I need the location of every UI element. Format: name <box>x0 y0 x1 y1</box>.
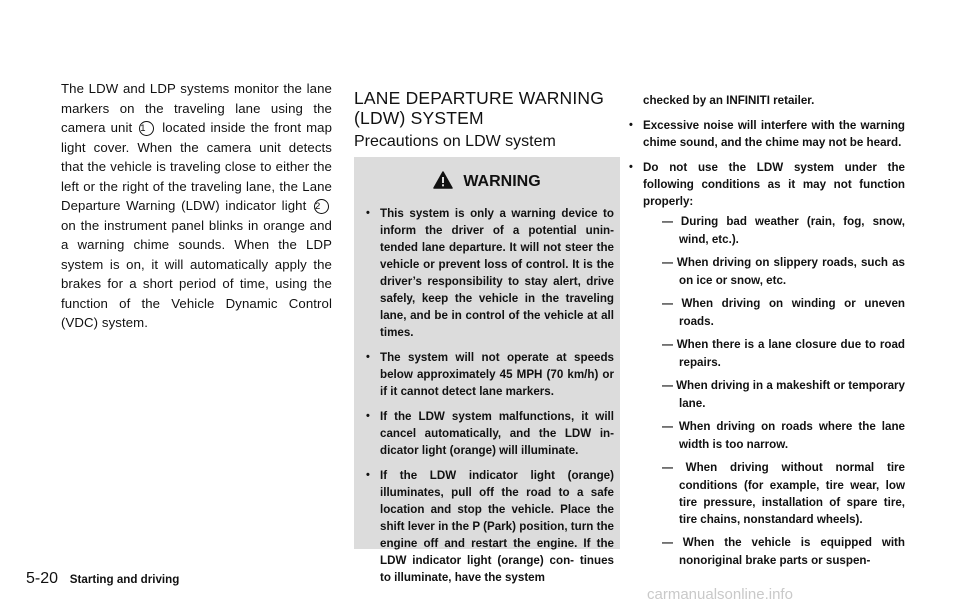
intro-text-3: on the instrument panel blinks in orange and a warning chime sounds. When the LDP system is on, it will automatically apply the brakes for a short period of time, using the function of the Vehicle Dynamic Control (VDC) system. <box>61 217 332 330</box>
watermark: carmanualsonline.info <box>647 586 793 603</box>
condition-item: — When driving on slippery roads, such as on ice or snow, etc. <box>645 254 905 289</box>
warning-label: WARNING <box>463 173 541 190</box>
continued-text: checked by an INFINITI retailer. <box>643 94 815 107</box>
warning-triangle-icon <box>433 171 453 189</box>
marker-1: 1 <box>139 121 154 136</box>
condition-item: — When driving on roads where the lane width is too narrow. <box>645 418 905 453</box>
condition-list <box>643 213 905 569</box>
intro-column <box>61 79 332 333</box>
warning-item: • If the LDW indicator light (orange) illuminates, pull off the road to a safe location and stop the vehicle. Place the shift lever in the P (Park) position, turn the engine off and restart the engine. If the LDW indicator light (orange) con- tinues to illuminate, have the system <box>366 467 614 586</box>
condition-item: — When driving without normal tire conditions (for example, tire wear, low tire pressure, installation of spare tire, tire chains, nonstandard wheels). <box>645 459 905 528</box>
page-footer <box>26 569 179 590</box>
subsection-title: Precautions on LDW system <box>354 133 556 150</box>
condition-item: — When there is a lane closure due to road repairs. <box>645 336 905 371</box>
caution-list <box>629 117 905 577</box>
intro-paragraph <box>61 79 332 333</box>
condition-item: — When the vehicle is equipped with nonoriginal brake parts or suspen- <box>645 534 905 569</box>
marker-2: 2 <box>314 199 329 214</box>
condition-item: — When driving in a makeshift or temporary lane. <box>645 377 905 412</box>
warning-box <box>354 157 620 584</box>
caution-text: Do not use the LDW system under the following conditions as it may not function properly: <box>643 161 905 208</box>
page-number: 5-20 <box>26 570 59 587</box>
warning-heading <box>354 171 620 192</box>
section-title: LANE DEPARTURE WARNING (LDW) SYSTEM <box>354 88 605 128</box>
warning-list <box>366 205 614 594</box>
intro-text-1: The LDW and LDP systems monitor the lane markers on the traveling lane using the camera unit <box>61 81 332 135</box>
caution-item <box>629 117 905 151</box>
intro-text-2: located inside the front map light cover. When the camera unit detects that the vehicle is traveling close to either the left or the right of the traveling lane, the Lane Departure Warning (LDW) indicator light <box>61 120 333 213</box>
warning-item: • This system is only a warning device to inform the driver of a potential unin- tended lane departure. It will not steer the vehicle or prevent loss of control. It is the driver’s responsibility to stay alert, drive safely, keep the vehicle in the traveling lane, and be in control of the vehicle at all times. <box>366 205 614 341</box>
footer-section-name: Starting and driving <box>69 573 180 586</box>
caution-text: Excessive noise will interfere with the warning chime sound, and the chime may not be heard. <box>643 119 905 149</box>
warning-item: • If the LDW system malfunctions, it will cancel automatically, and the LDW in- dicator light (orange) will illuminate. <box>366 408 614 459</box>
caution-item <box>629 159 905 569</box>
condition-item: — When driving on winding or uneven roads. <box>645 295 905 330</box>
condition-item: — During bad weather (rain, fog, snow, wind, etc.). <box>645 213 905 248</box>
warning-item: • The system will not operate at speeds below approximately 45 MPH (70 km/h) or if it cannot detect lane markers. <box>366 349 614 400</box>
